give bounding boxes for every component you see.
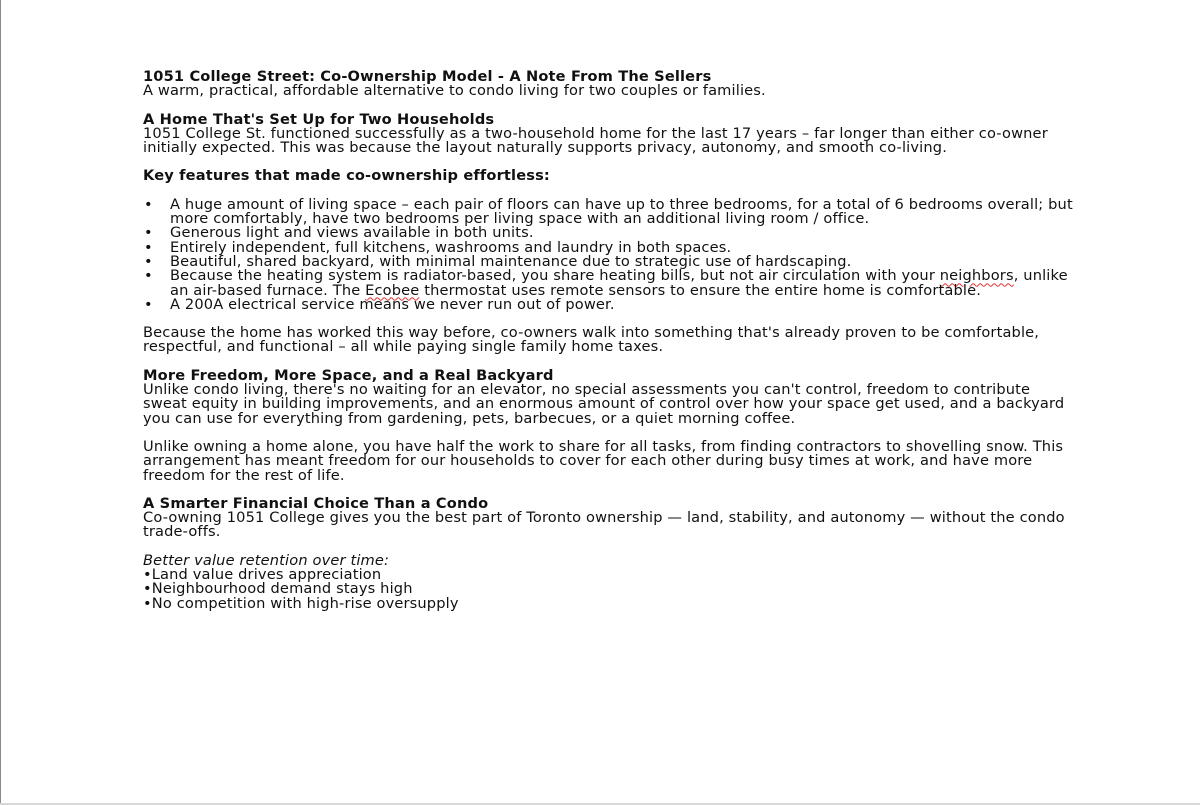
list-item: • Beautiful, shared backyard, with minimal maintenance due to strategic use of hardscaping. [143,255,1073,269]
spellcheck-word-neighbors[interactable]: neighbors [939,267,1014,285]
section-body-freedom-2: Unlike owning a home alone, you have half the work to share for all tasks, from finding contractors to shovelling snow. This arrangement has meant freedom for our households to cover for each other during busy times at work, and have more freedom for the rest of life. [143,437,1064,484]
list-item: • Generous light and views available in both units. [143,226,1073,240]
section-heading-freedom: More Freedom, More Space, and a Real Backyard [143,366,554,384]
value-retention-heading: Better value retention over time: [143,551,390,569]
section-body-two-households: 1051 College St. functioned successfully as a two-household home for the last 17 years – far longer than either co-owner initially expected. This was because the layout naturally supports privacy, autonomy, and smooth co-living. [143,124,1048,157]
section-body-freedom: Unlike condo living, there's no waiting for an elevator, no special assessments you can't control, freedom to contribute sweat equity in building improvements, and an enormous amount of control over how your space get used, and a backyard you can use for everything from gardening, pets, barbecues, or a quiet morning coffee. [143,381,1065,427]
list-item: • Land value drives appreciation [143,568,1073,582]
list-item: • Entirely independent, full kitchens, washrooms and laundry in both spaces. [143,241,1073,255]
list-item: • No competition with high-rise oversupply [143,597,1073,611]
list-item: • Neighbourhood demand stays high [143,582,1073,596]
list-item-heating [143,269,1073,298]
document-body [143,70,1073,611]
document-subtitle: A warm, practical, affordable alternative to condo living for two couples or families. [143,82,766,100]
value-retention-list [143,568,1073,611]
heating-text-part2: , unlike an air-based furnace. The [170,267,1068,299]
page-edge [0,0,1,805]
section-heading-financial: A Smarter Financial Choice Than a Condo [143,494,489,512]
list-item: • A huge amount of living space – each pair of floors can have up to three bedrooms, for a total of 6 bedrooms overall; but more comfortably, have two bedrooms per living space with an additional living room / office. [143,198,1073,227]
features-heading: Key features that made co-ownership effortless: [143,167,550,185]
list-item: • A 200A electrical service means we never run out of power. [143,298,1073,312]
section-body-financial: Co-owning 1051 College gives you the best part of Toronto ownership — land, stability, and autonomy — without the condo trade-offs. [143,509,1065,541]
section-heading-two-households: A Home That's Set Up for Two Households [143,110,495,128]
proven-paragraph: Because the home has worked this way before, co-owners walk into something that's already proven to be comfortable, respectful, and functional – all while paying single family home taxes. [143,324,1040,356]
heating-text-part1: Because the heating system is radiator-based, you share heating bills, but not air circulation with your [170,267,940,285]
spellcheck-word-ecobee[interactable]: Ecobee [365,281,420,299]
features-list [143,195,1073,313]
heating-text-part3: thermostat uses remote sensors to ensure the entire home is comfortable. [419,281,982,299]
document-title: 1051 College Street: Co-Ownership Model - A Note From The Sellers [143,68,712,85]
